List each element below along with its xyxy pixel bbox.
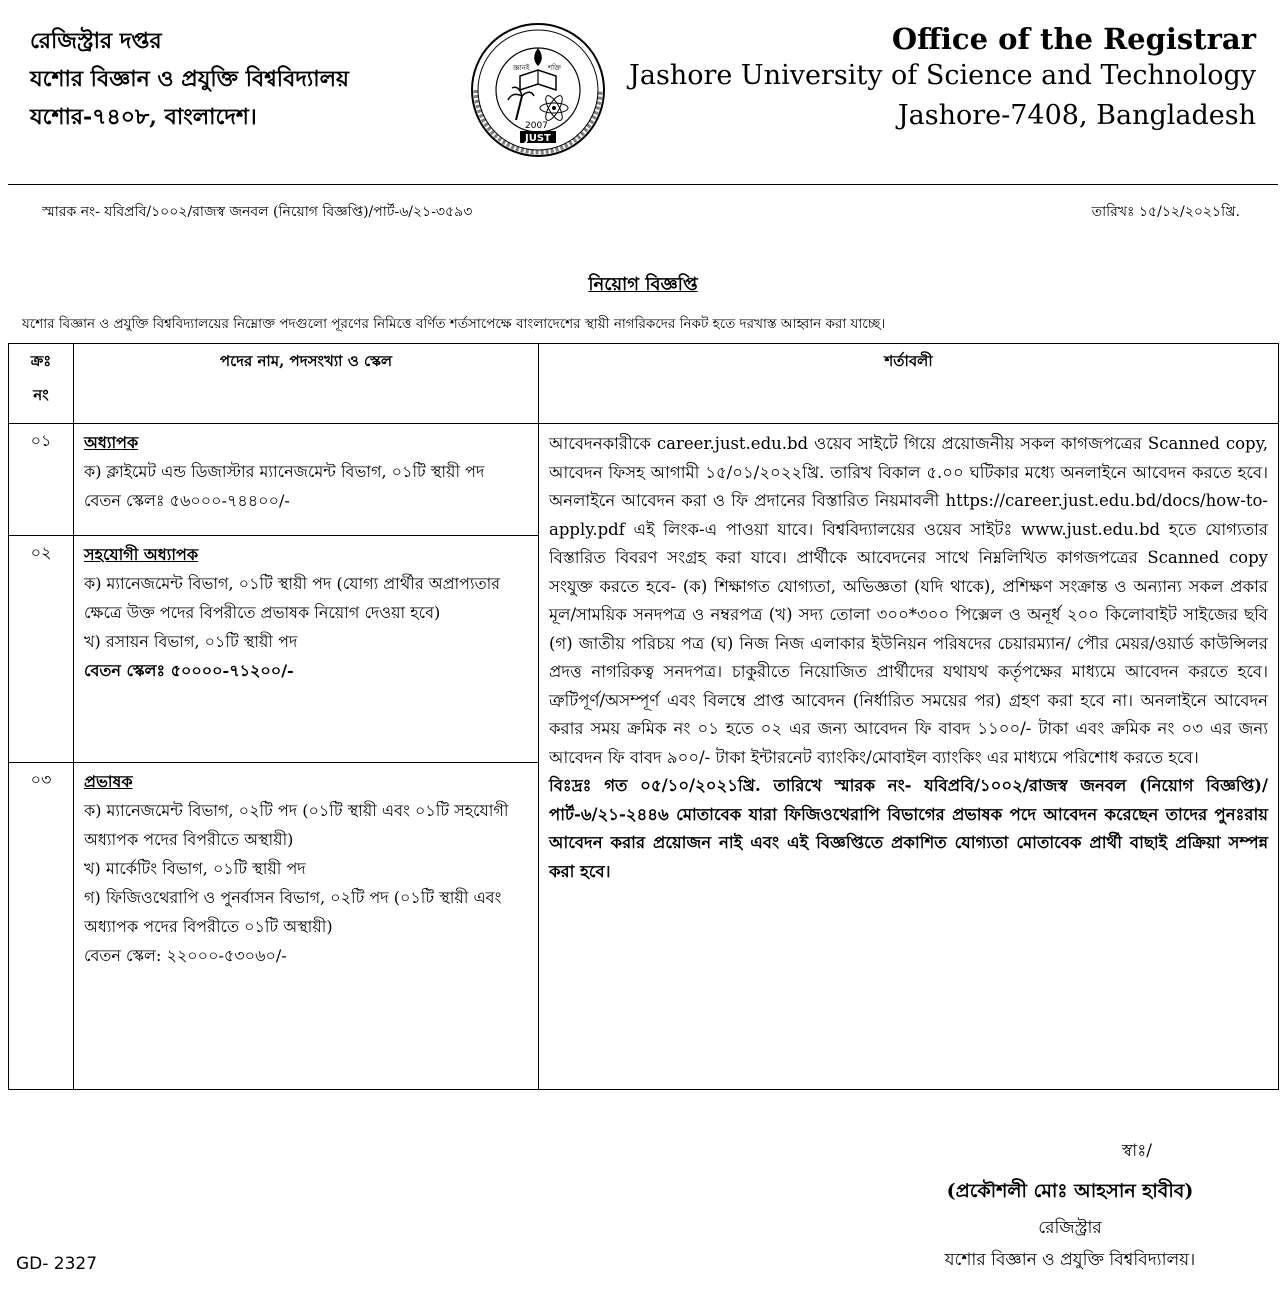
header-en-university: Jashore University of Science and Technology: [629, 60, 1256, 91]
signature-designation: রেজিস্ট্রার: [1038, 1218, 1102, 1238]
post-title: প্রভাষক: [84, 772, 133, 791]
post-line: ক) ক্লাইমেট এন্ড ডিজাস্টার ম্যানেজমেন্ট বিভাগ, ০১টি স্থায়ী পদ: [84, 462, 485, 481]
row-post: [74, 424, 539, 536]
notice-intro: যশোর বিজ্ঞান ও প্রযুক্তি বিশ্ববিদ্যালয়ের নিম্নোক্ত পদগুলো পূরণের নিমিত্তে বর্ণিত শর্তসাপেক্ষে বাংলাদেশের স্থায়ী নাগরিকদের নিকট হতে দরখাস্ত আহ্বান করা যাচ্ছে।: [22, 316, 886, 332]
logo-motto-right: শক্তি: [548, 64, 561, 72]
post-line: খ) রসায়ন বিভাগ, ০১টি স্থায়ী পদ: [84, 632, 298, 651]
signature-organization: যশোর বিজ্ঞান ও প্রযুক্তি বিশ্ববিদ্যালয়।: [944, 1250, 1196, 1270]
row-post: [74, 763, 539, 1090]
table-header-row: [9, 344, 1279, 424]
post-line: খ) মার্কেটিং বিভাগ, ০১টি স্থায়ী পদ: [84, 859, 306, 878]
header-terms: শর্তাবলী: [539, 344, 1279, 424]
post-pay: বেতন স্কেলঃ ৫০০০০-৭১২০০/-: [84, 661, 294, 680]
header-bn-address: যশোর-৭৪০৮, বাংলাদেশ।: [30, 104, 257, 130]
row-serial: ০৩: [9, 763, 74, 1090]
header-divider: [8, 184, 1278, 185]
logo-year: 2007: [525, 121, 548, 131]
header-serial: ক্রঃ নং: [9, 344, 74, 424]
post-line: ক) ম্যানেজমেন্ট বিভাগ, ০১টি স্থায়ী পদ (যোগ্য প্রার্থীর অপ্রাপ্যতার ক্ষেত্রে উক্ত পদের বিপরীতে প্রভাষক নিয়োগ দেওয়া হবে): [84, 574, 501, 622]
header-en-office: Office of the Registrar: [891, 22, 1256, 56]
logo-motto-left: জ্ঞানই: [513, 64, 530, 72]
footer-gd: GD- 2327: [16, 1254, 98, 1274]
post-pay: বেতন স্কেলঃ ৫৬০০০-৭৪৪০০/-: [84, 491, 290, 510]
post-pay: বেতন স্কেল: ২২০০০-৫৩০৬০/-: [84, 946, 287, 965]
table-row: [9, 424, 1279, 536]
terms-note: বিঃদ্রঃ গত ০৫/১০/২০২১খ্রি. তারিখে স্মারক নং- যবিপ্রবি/১০০২/রাজস্ব জনবল (নিয়োগ বিজ্ঞপ্তি)/পার্ট-৬/২১-২৪৪৬ মোতাবেক যারা ফিজিওথেরাপি বিভাগের প্রভাষক পদে আবেদন করেছেন তাদের পুনঃরায় আবেদন করার প্রয়োজন নাই এবং এই বিজ্ঞপ্তিতে প্রকাশিত যোগ্যতা মোতাবেক প্রার্থী বাছাই প্রক্রিয়া সম্পন্ন করা হবে।: [549, 776, 1268, 881]
post-line: ক) ম্যানেজমেন্ট বিভাগ, ০২টি পদ (০১টি স্থায়ী এবং ০১টি সহযোগী অধ্যাপক পদের বিপরীতে অস্থায়ী): [84, 801, 509, 849]
memo-date: তারিখঃ ১৫/১২/২০২১খ্রি.: [1091, 204, 1240, 220]
signature-block: [900, 1136, 1240, 1276]
logo-seal-icon: [468, 18, 608, 168]
vacancy-table: [8, 343, 1279, 1090]
logo-abbr: JUST: [525, 133, 551, 144]
header-en-block: [616, 22, 1256, 136]
post-line: গ) ফিজিওথেরাপি ও পুনর্বাসন বিভাগ, ০২টি পদ (০১টি স্থায়ী এবং অধ্যাপক পদের বিপরীতে ০১টি অস্থায়ী): [84, 888, 502, 936]
header-post: পদের নাম, পদসংখ্যা ও স্কেল: [74, 344, 539, 424]
header-bn-block: [30, 22, 349, 136]
row-serial: ০২: [9, 536, 74, 763]
row-post: [74, 536, 539, 763]
terms-text: আবেদনকারীকে career.just.edu.bd ওয়েব সাইটে গিয়ে প্রয়োজনীয় সকল কাগজপত্রের Scanned copy, আবেদন ফিসহ আগামী ১৫/০১/২০২২খ্রি. তারিখ বিকাল ৫.০০ ঘটিকার মধ্যে অনলাইনে আবেদন করতে হবে। অনলাইনে আবেদন করা ও ফি প্রদানের বিস্তারিত নিয়মাবলী https://career.just.edu.bd/docs/how-to-apply.pdf এই লিংক-এ পাওয়া যাবে। বিশ্ববিদ্যালয়ের ওয়েব সাইটঃ www.just.edu.bd হতে যোগ্যতার বিস্তারিত বিবরণ সংগ্রহ করা যাবে। প্রার্থীকে আবেদনের সাথে নিম্নলিখিত কাগজপত্রের Scanned copy সংযুক্ত করতে হবে- (ক) শিক্ষাগত যোগ্যতা, অভিজ্ঞতা (যদি থাকে), প্রশিক্ষণ সংক্রান্ত ও অন্যান্য সকল প্রকার মূল/সাময়িক সনদপত্র ও নম্বরপত্র (খ) সদ্য তোলা ৩০০*৩০০ পিক্সেল ও অনূর্ধ ২০০ কিলোবাইট সাইজের ছবি (গ) জাতীয় পরিচয় পত্র (ঘ) নিজ নিজ এলাকার ইউনিয়ন পরিষদের চেয়ারম্যান/ পৌর মেয়র/ওয়ার্ড কাউন্সিলর প্রদত্ত নাগরিকত্ব সনদপত্র। চাকুরীতে নিয়োজিত প্রার্থীদের যথাযথ কর্তৃপক্ষের মাধ্যমে আবেদন করতে হবে। ত্রুটিপূর্ণ/অসম্পূর্ণ এবং বিলম্বে প্রাপ্ত আবেদন (নির্ধারিত সময়ের পর) গ্রহণ করা হবে না। অনলাইনে আবেদন করার সময় ক্রমিক নং ০১ হতে ০২ এর জন্য আবেদন ফি বাবদ ১১০০/- টাকা এবং ক্রমিক নং ০৩ এর জন্য আবেদন ফি বাবদ ৯০০/- টাকা ইন্টারনেট ব্যাংকিং/মোবাইল ব্যাংকিং এর মাধ্যমে পরিশোধ করতে হবে।: [549, 434, 1268, 767]
signature-sign: স্বাঃ/: [1121, 1141, 1152, 1161]
header-bn-university: যশোর বিজ্ঞান ও প্রযুক্তি বিশ্ববিদ্যালয়: [30, 66, 350, 92]
university-logo: [468, 18, 608, 168]
row-serial: ০১: [9, 424, 74, 536]
signature-name: (প্রকৌশলী মোঃ আহসান হাবীব): [946, 1180, 1194, 1202]
post-title: অধ্যাপক: [84, 433, 139, 452]
memo-ref: স্মারক নং- যবিপ্রবি/১০০২/রাজস্ব জনবল (নিয়োগ বিজ্ঞপ্তি)/পার্ট-৬/২১-৩৫৯৩: [42, 204, 473, 220]
notice-title: নিয়োগ বিজ্ঞপ্তি: [588, 274, 698, 295]
post-title: সহযোগী অধ্যাপক: [84, 545, 199, 564]
header-en-address: Jashore-7408, Bangladesh: [897, 100, 1256, 131]
header-bn-office: রেজিস্ট্রার দপ্তর: [30, 28, 162, 54]
terms-cell: [539, 424, 1279, 1090]
